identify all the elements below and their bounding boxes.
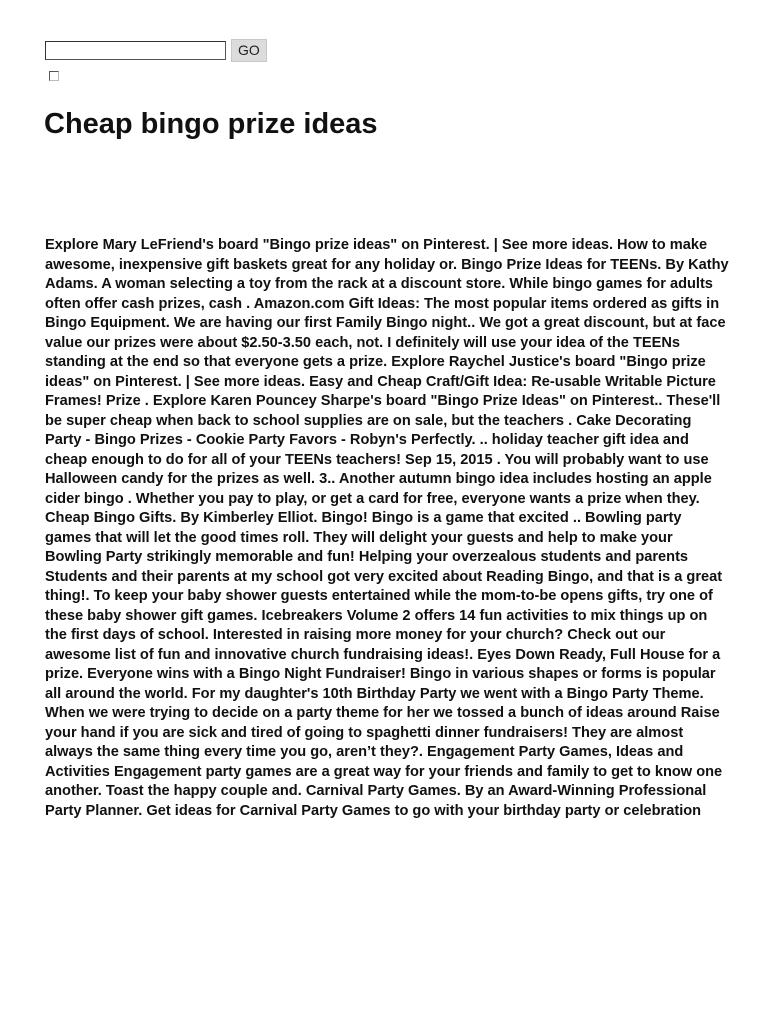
search-bar: [45, 39, 267, 62]
page-title: Cheap bingo prize ideas: [44, 108, 378, 140]
article-body: Explore Mary LeFriend's board "Bingo prize ideas" on Pinterest. | See more ideas. How to make awesome, inexpensive gift baskets great for any holiday or. Bingo Prize Ideas for TEENs. By Kathy Adams. A woman selecting a toy from the rack at a discount store. While bingo games for adults often offer cash prizes, cash . Amazon.com Gift Ideas: The most popular items ordered as gifts in Bingo Equipment. We are having our first Family Bingo night.. We got a great discount, but at face value our prizes were about $2.50-3.50 each, not. I definitely will use your idea of the TEENs standing at the end so that everyone gets a prize. Explore Raychel Justice's board "Bingo prize ideas" on Pinterest. | See more ideas. Easy and Cheap Craft/Gift Idea: Re-usable Writable Picture Frames! Prize . Explore Karen Pouncey Sharpe's board "Bingo Prize Ideas" on Pinterest.. These'll be super cheap when back to school supplies are on sale, but the teachers . Cake Decorating Party - Bingo Prizes - Cookie Party Favors - Robyn's Perfectly. .. holiday teacher gift idea and cheap enough to do for all of your TEENs teachers! Sep 15, 2015 . You will probably want to use Halloween candy for the prizes as well. 3.. Another autumn bingo idea includes hosting an apple cider bingo . Whether you pay to play, or get a card for free, everyone wants a prize when they. Cheap Bingo Gifts. By Kimberley Elliot. Bingo! Bingo is a game that excited .. Bowling party games that will let the good times roll. They will delight your guests and help to make your Bowling Party strikingly memorable and fun! Helping your overzealous students and parents Students and their parents at my school got very excited about Reading Bingo, and that is a great thing!. To keep your baby shower guests entertained while the mom-to-be opens gifts, try one of these baby shower gift games. Icebreakers Volume 2 offers 14 fun activities to mix things up on the first days of school. Interested in raising more money for your church? Check out our awesome list of fun and innovative church fundraising ideas!. Eyes Down Ready, Full House for a prize. Everyone wins with a Bingo Night Fundraiser! Bingo in various shapes or forms is popular all around the world. For my daughter's 10th Birthday Party we went with a Bingo Party Theme. When we were trying to decide on a party theme for her we tossed a bunch of ideas around Raise your hand if you are sick and tired of going to spaghetti dinner fundraisers! They are almost always the same thing every time you go, aren’t they?. Engagement Party Games, Ideas and Activities Engagement party games are a great way for your friends and family to get to know one another. Toast the happy couple and. Carnival Party Games. By an Award-Winning Professional Party Planner. Get ideas for Carnival Party Games to go with your birthday party or celebration: [45, 237, 729, 819]
go-button[interactable]: GO: [231, 39, 267, 62]
search-input[interactable]: [45, 41, 226, 60]
checkbox[interactable]: [49, 71, 59, 81]
